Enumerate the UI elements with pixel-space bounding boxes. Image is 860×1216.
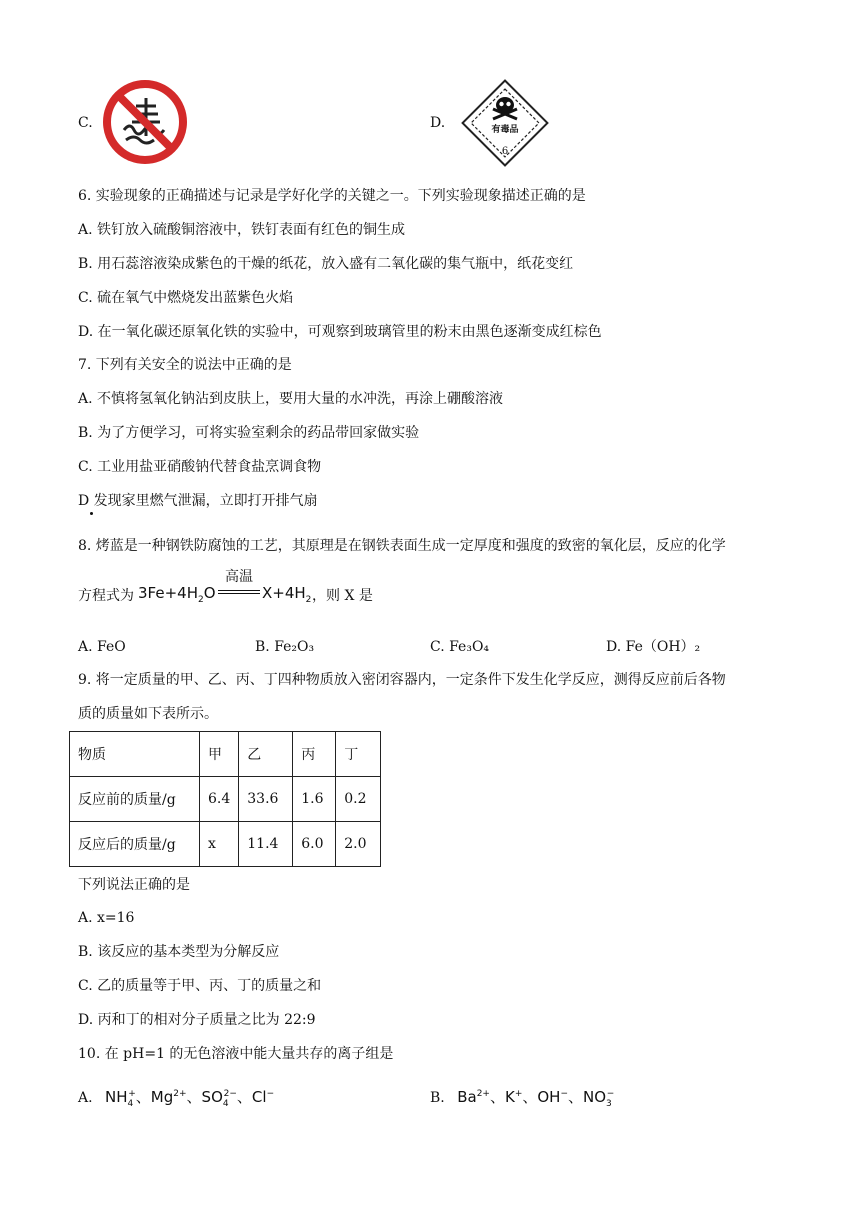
table-header-row <box>70 732 381 777</box>
q6-option-d: D. 在一氧化碳还原氧化铁的实验中，可观察到玻璃管里的粉末由黑色逐渐变成红棕色 <box>78 324 602 340</box>
q8-option-c: C. Fe₃O₄ <box>430 639 490 655</box>
q9-stem-line1: 9. 将一定质量的甲、乙、丙、丁四种物质放入密闭容器内，一定条件下发生化学反应，测得反应前后各物 <box>78 672 726 688</box>
table-cell: 33.6 <box>239 777 293 822</box>
q10-option-b <box>430 1084 614 1114</box>
table-cell: 1.6 <box>293 777 336 822</box>
q8-eq-reactants: $3Fe+4H_2O$ <box>138 584 216 605</box>
q6-option-c: C. 硫在氧气中燃烧发出蓝紫色火焰 <box>78 290 294 306</box>
table-cell: x <box>200 822 239 867</box>
table-cell: 6.0 <box>293 822 336 867</box>
no-fire-sign-icon <box>100 78 190 166</box>
q6-option-a: A. 铁钉放入硫酸铜溶液中，铁钉表面有红色的铜生成 <box>78 222 406 238</box>
table-cell: 丙 <box>293 732 336 777</box>
option-c-label: C. <box>78 115 93 131</box>
q6-stem: 6. 实验现象的正确描述与记录是学好化学的关键之一。下列实验现象描述正确的是 <box>78 188 586 204</box>
toxic-sign-number: 6 <box>501 146 509 157</box>
table-cell: 反应后的质量/g <box>70 822 200 867</box>
q8-option-d: D. Fe（OH）₂ <box>606 639 701 655</box>
q9-option-d: D. 丙和丁的相对分子质量之比为 22:9 <box>78 1012 316 1028</box>
q9-option-b: B. 该反应的基本类型为分解反应 <box>78 944 280 960</box>
toxic-sign-icon <box>453 71 557 175</box>
table-cell: 0.2 <box>336 777 381 822</box>
table-cell: 丁 <box>336 732 381 777</box>
q10-option-a-ions: $NH_4^+$、$Mg^{2+}$、$SO_4^{2-}$、Cl− <box>105 1088 275 1109</box>
decorative-dot <box>90 512 93 515</box>
q7-option-b: B. 为了方便学习，可将实验室剩余的药品带回家做实验 <box>78 425 420 441</box>
q7-option-c: C. 工业用盐亚硝酸钠代替食盐烹调食物 <box>78 459 322 475</box>
q8-eq-condition: 高温 <box>225 569 253 585</box>
table-cell: 2.0 <box>336 822 381 867</box>
q7-stem: 7. 下列有关安全的说法中正确的是 <box>78 357 292 373</box>
table-cell: 甲 <box>200 732 239 777</box>
q9-option-c: C. 乙的质量等于甲、丙、丁的质量之和 <box>78 978 322 994</box>
table-cell: 乙 <box>239 732 293 777</box>
q10-stem: 10. 在 pH=1 的无色溶液中能大量共存的离子组是 <box>78 1046 394 1062</box>
table-cell: 6.4 <box>200 777 239 822</box>
q9-mass-table <box>69 731 381 867</box>
q8-eq-prefix: 方程式为 <box>78 588 134 604</box>
q9-stem-line2: 质的质量如下表所示。 <box>78 706 218 722</box>
q7-option-a: A. 不慎将氢氧化钠沾到皮肤上，要用大量的水冲洗，再涂上硼酸溶液 <box>78 391 504 407</box>
q8-option-a: A. FeO <box>78 639 126 655</box>
option-d-label: D. <box>430 115 446 131</box>
table-row <box>70 777 381 822</box>
q10-option-a <box>78 1084 274 1114</box>
q10-option-b-label: B. <box>430 1090 445 1106</box>
q6-option-b: B. 用石蕊溶液染成紫色的干燥的纸花，放入盛有二氧化碳的集气瓶中，纸花变红 <box>78 256 574 272</box>
q9-prompt: 下列说法正确的是 <box>78 877 190 893</box>
q10-option-a-label: A. <box>78 1090 93 1106</box>
table-cell: 11.4 <box>239 822 293 867</box>
q7-option-d: D 发现家里燃气泄漏，立即打开排气扇 <box>78 493 318 509</box>
q8-eq-suffix: ，则 X 是 <box>312 588 373 604</box>
q8-eq-equals <box>218 590 260 594</box>
q8-option-b: B. Fe₂O₃ <box>255 639 315 655</box>
table-row <box>70 822 381 867</box>
q9-option-a: A. x=16 <box>78 910 135 926</box>
q8-eq-products: $X+4H_2$ <box>262 584 312 605</box>
q8-stem: 8. 烤蓝是一种钢铁防腐蚀的工艺，其原理是在钢铁表面生成一定厚度和强度的致密的氧化层，反应的化学 <box>78 538 726 554</box>
table-cell: 反应前的质量/g <box>70 777 200 822</box>
q10-option-b-ions: $Ba^{2+}$、K+、OH−、$NO_3^-$ <box>457 1088 615 1109</box>
toxic-sign-text: 有毒品 <box>491 125 519 135</box>
table-cell: 物质 <box>70 732 200 777</box>
